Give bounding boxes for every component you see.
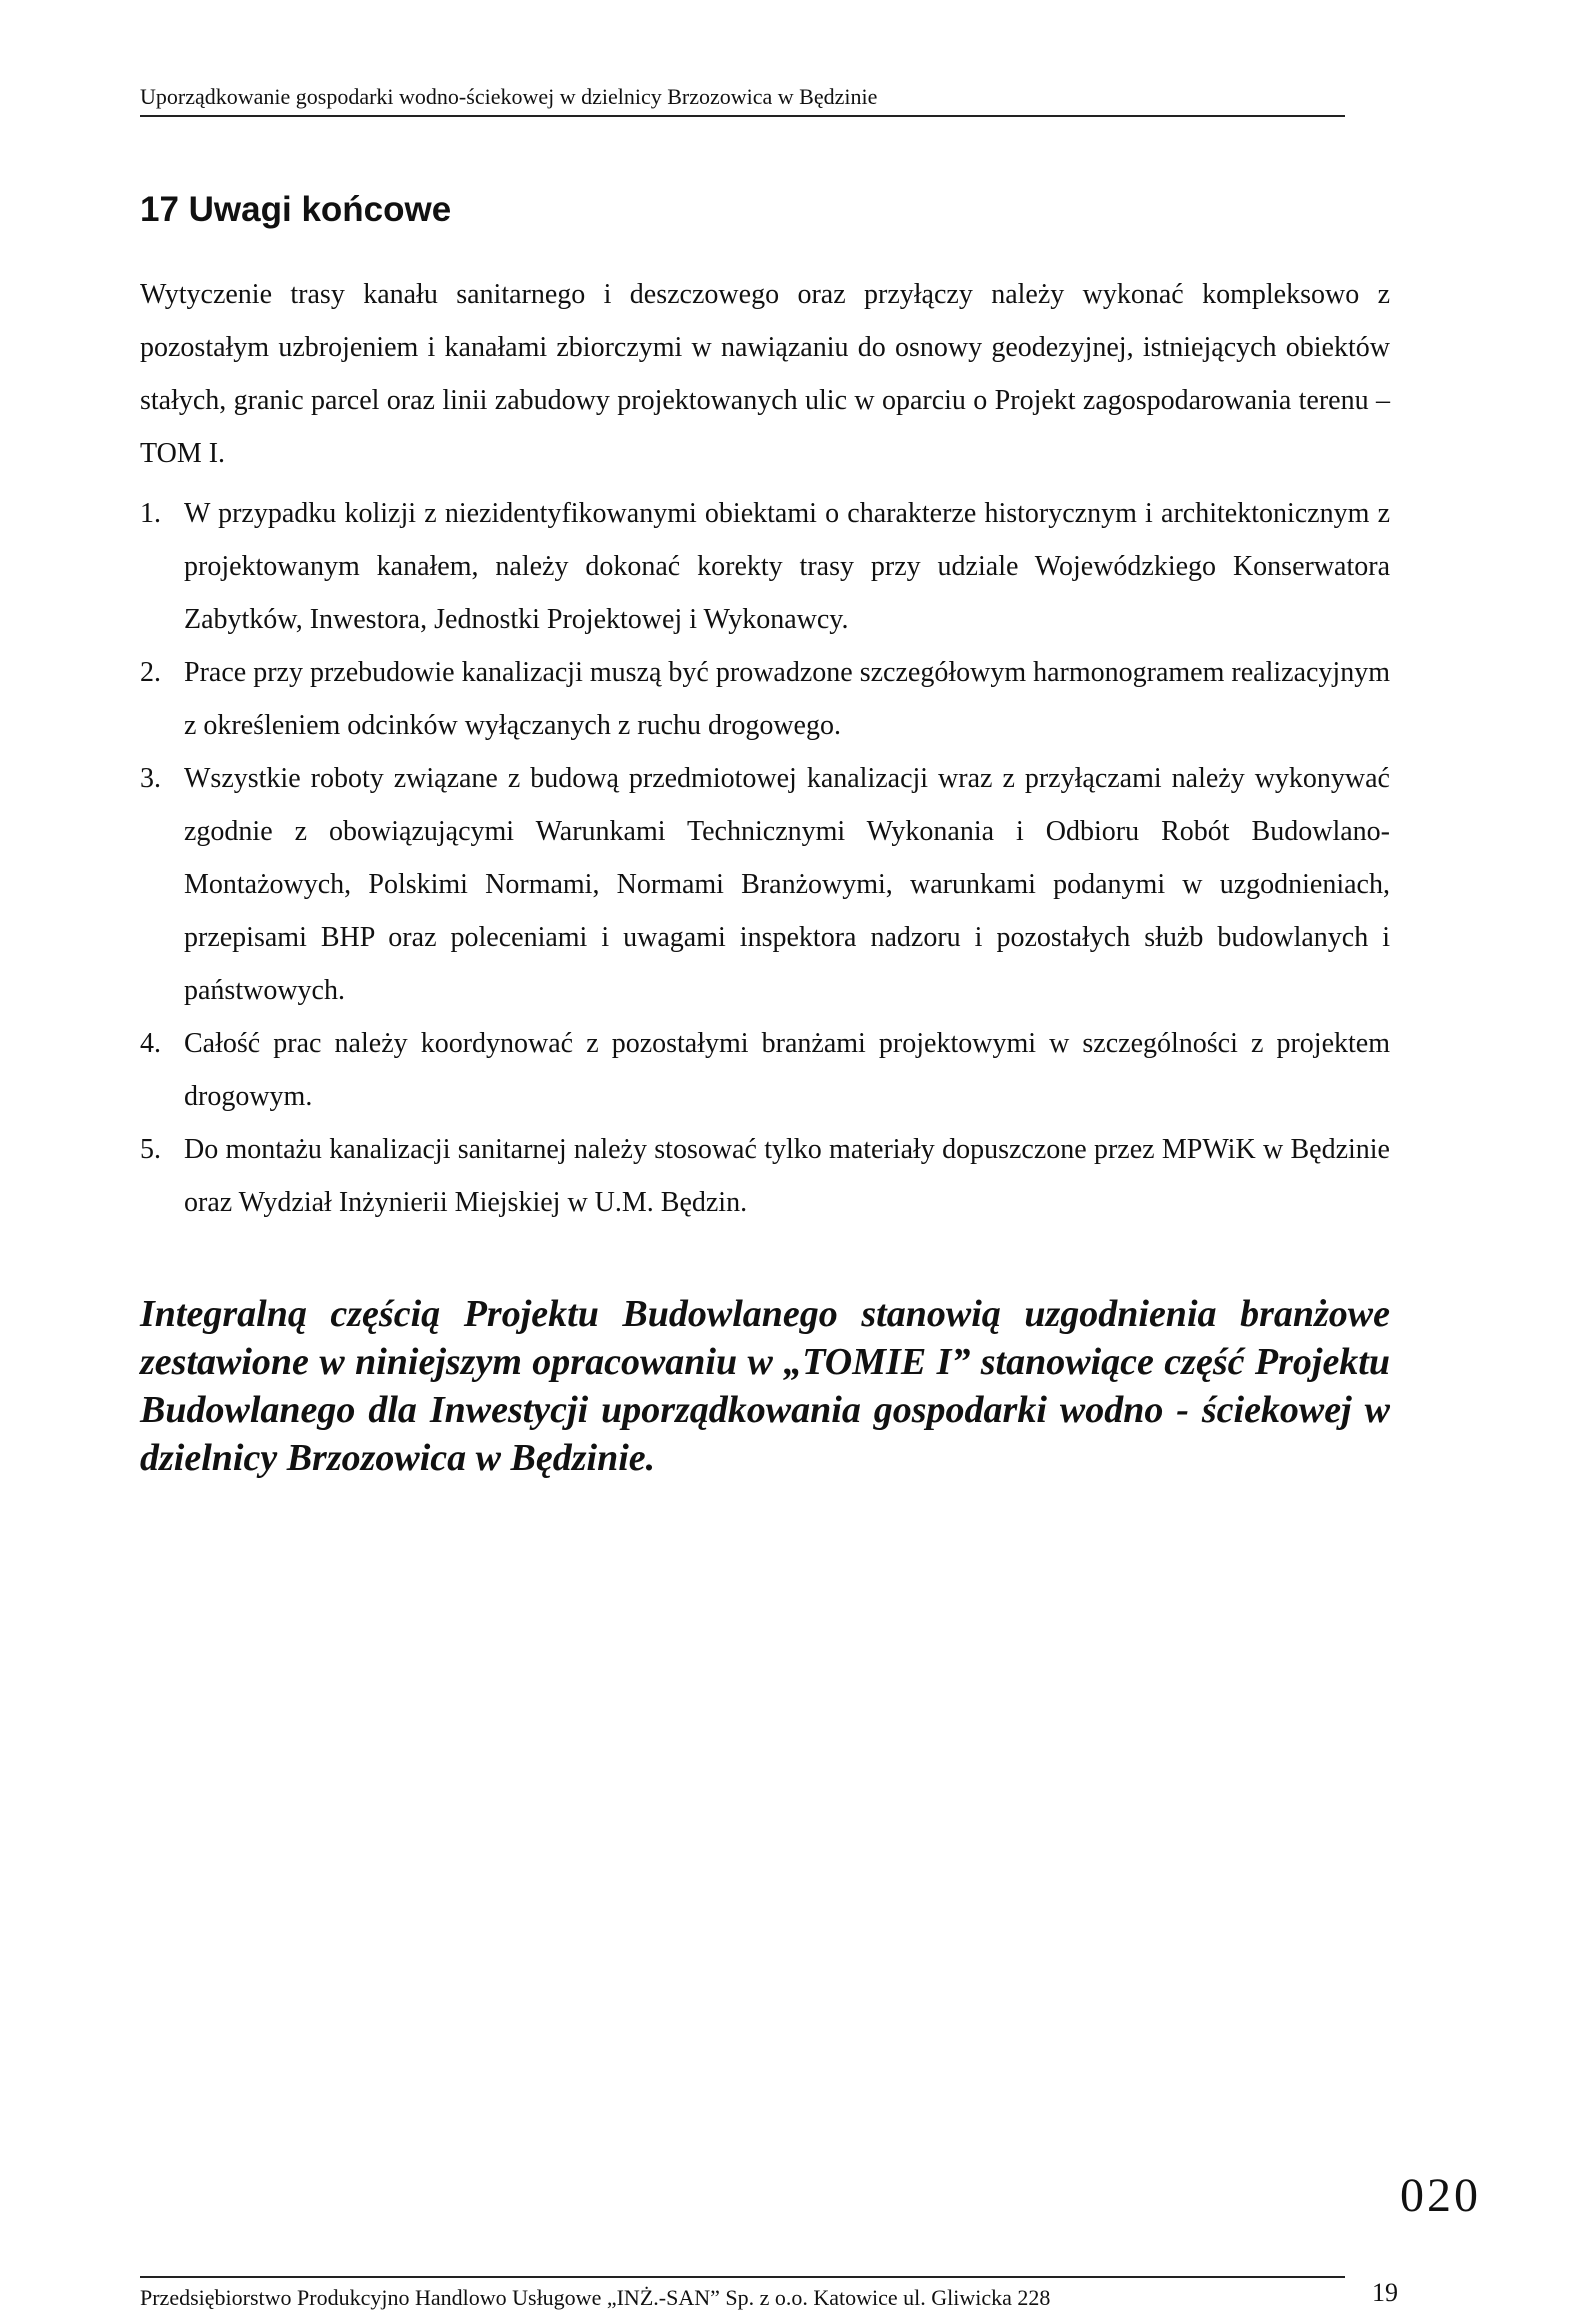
- list-item-number: 1.: [140, 498, 161, 529]
- list-item-text: W przypadku kolizji z niezidentyfikowanymi obiektami o charakterze historycznym i architektonicznym z projektowanym kanałem, należy dokonać korekty trasy przy udziale Wojewódzkiego Konserwatora Zabytków, Inwestora, Jednostki Projektowej i Wykonawcy.: [184, 498, 1390, 635]
- list-item: [140, 487, 1390, 646]
- list-item: [140, 1017, 1390, 1123]
- list-item-text: Prace przy przebudowie kanalizacji muszą być prowadzone szczegółowym harmonogramem realizacyjnym z określeniem odcinków wyłączanych z ruchu drogowego.: [184, 657, 1390, 741]
- footer-company: Przedsiębiorstwo Produkcyjno Handlowo Usługowe „INŻ.-SAN” Sp. z o.o. Katowice ul. Gliwicka 228: [140, 2285, 1051, 2310]
- list-item: [140, 752, 1390, 1017]
- list-item-text: Całość prac należy koordynować z pozostałymi branżami projektowymi w szczególności z projektem drogowym.: [184, 1028, 1390, 1112]
- footer-divider: [140, 2276, 1345, 2278]
- intro-paragraph: Wytyczenie trasy kanału sanitarnego i deszczowego oraz przyłączy należy wykonać kompleksowo z pozostałym uzbrojeniem i kanałami zbiorczymi w nawiązaniu do osnowy geodezyjnej, istniejących obiektów stałych, granic parcel oraz linii zabudowy projektowanych ulic w oparciu o Projekt zagospodarowania terenu – TOM I.: [140, 279, 1390, 469]
- list-item-number: 5.: [140, 1134, 161, 1165]
- section-heading: 17 Uwagi końcowe: [140, 190, 452, 229]
- closing-note: Integralną częścią Projektu Budowlanego stanowią uzgodnienia branżowe zestawione w niniejszym opracowaniu w „TOMIE I” stanowiące część Projektu Budowlanego dla Inwestycji uporządkowania gospodarki wodno - ściekowej w dzielnicy Brzozowica w Będzinie.: [140, 1293, 1390, 1479]
- list-item-number: 4.: [140, 1028, 161, 1059]
- list-item-number: 2.: [140, 657, 161, 688]
- list-item-text: Wszystkie roboty związane z budową przedmiotowej kanalizacji wraz z przyłączami należy wykonywać zgodnie z obowiązującymi Warunkami Technicznymi Wykonania i Odbioru Robót Budowlano-Montażowych, Polskimi Normami, Normami Branżowymi, warunkami podanymi w uzgodnieniach, przepisami BHP oraz poleceniami i uwagami inspektora nadzoru i pozostałych służb budowlanych i państwowych.: [184, 763, 1390, 1006]
- list-item-number: 3.: [140, 763, 161, 794]
- running-header: Uporządkowanie gospodarki wodno-ściekowej w dzielnicy Brzozowica w Będzinie: [140, 82, 1345, 117]
- remarks-list: [140, 487, 1390, 1229]
- list-item-text: Do montażu kanalizacji sanitarnej należy stosować tylko materiały dopuszczone przez MPWiK w Będzinie oraz Wydział Inżynierii Miejskiej w U.M. Będzin.: [184, 1134, 1390, 1218]
- stamp-number: 020: [1400, 2169, 1481, 2222]
- page-number: 19: [1372, 2278, 1398, 2307]
- list-item: [140, 646, 1390, 752]
- list-item: [140, 1123, 1390, 1229]
